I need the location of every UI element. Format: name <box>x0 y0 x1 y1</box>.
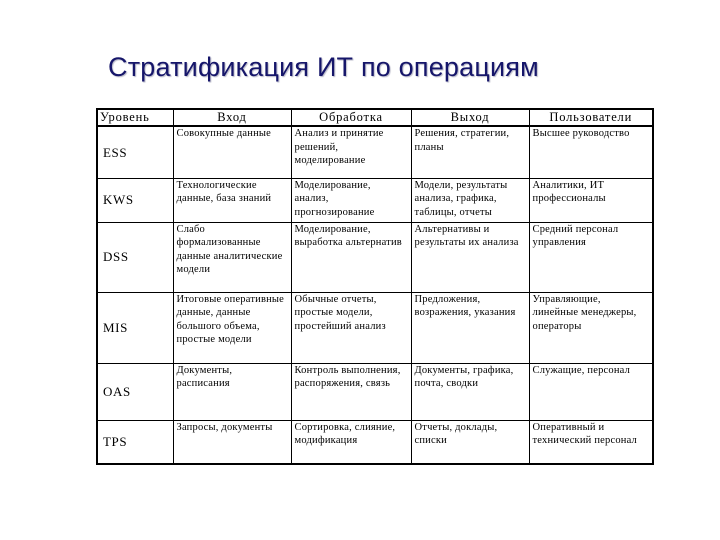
row-processing: Сортировка, слияние, модификация <box>291 420 411 464</box>
row-input: Документы, расписания <box>173 363 291 420</box>
row-users: Средний персонал управления <box>529 222 653 292</box>
row-output: Отчеты, доклады, списки <box>411 420 529 464</box>
table-row <box>97 126 653 178</box>
row-input: Слабо формализованные данные аналитические модели <box>173 222 291 292</box>
row-level: DSS <box>97 222 173 292</box>
row-processing: Моделирование, анализ, прогнозирование <box>291 178 411 222</box>
header-output: Выход <box>411 109 529 126</box>
row-level: MIS <box>97 292 173 363</box>
row-output: Документы, графика, почта, сводки <box>411 363 529 420</box>
row-output: Модели, результаты анализа, графика, таблицы, отчеты <box>411 178 529 222</box>
row-output: Альтернативы и результаты их анализа <box>411 222 529 292</box>
row-level: KWS <box>97 178 173 222</box>
row-input: Совокупные данные <box>173 126 291 178</box>
row-users: Служащие, персонал <box>529 363 653 420</box>
operations-table <box>96 108 654 465</box>
header-processing: Обработка <box>291 109 411 126</box>
table-header <box>97 109 653 126</box>
row-input: Итоговые оперативные данные, данные большого объема, простые модели <box>173 292 291 363</box>
header-row <box>97 109 653 126</box>
row-input: Технологические данные, база знаний <box>173 178 291 222</box>
row-input: Запросы, документы <box>173 420 291 464</box>
row-users: Высшее руководство <box>529 126 653 178</box>
header-input: Вход <box>173 109 291 126</box>
row-level: ESS <box>97 126 173 178</box>
row-level: OAS <box>97 363 173 420</box>
table-row <box>97 363 653 420</box>
row-users: Оперативный и технический персонал <box>529 420 653 464</box>
row-output: Предложения, возражения, указания <box>411 292 529 363</box>
table-row <box>97 222 653 292</box>
row-processing: Анализ и принятие решений, моделирование <box>291 126 411 178</box>
row-users: Управляющие, линейные менеджеры, операторы <box>529 292 653 363</box>
row-processing: Контроль выполнения, распоряжения, связь <box>291 363 411 420</box>
row-processing: Моделирование, выработка альтернатив <box>291 222 411 292</box>
row-output: Решения, стратегии, планы <box>411 126 529 178</box>
header-level: Уровень <box>97 109 173 126</box>
table-body <box>97 126 653 464</box>
table-row <box>97 292 653 363</box>
row-processing: Обычные отчеты, простые модели, простейший анализ <box>291 292 411 363</box>
table-row <box>97 178 653 222</box>
row-level: TPS <box>97 420 173 464</box>
header-users: Пользователи <box>529 109 653 126</box>
table-row <box>97 420 653 464</box>
row-users: Аналитики, ИТ профессионалы <box>529 178 653 222</box>
slide-title: Стратификация ИТ по операциям <box>108 52 539 82</box>
